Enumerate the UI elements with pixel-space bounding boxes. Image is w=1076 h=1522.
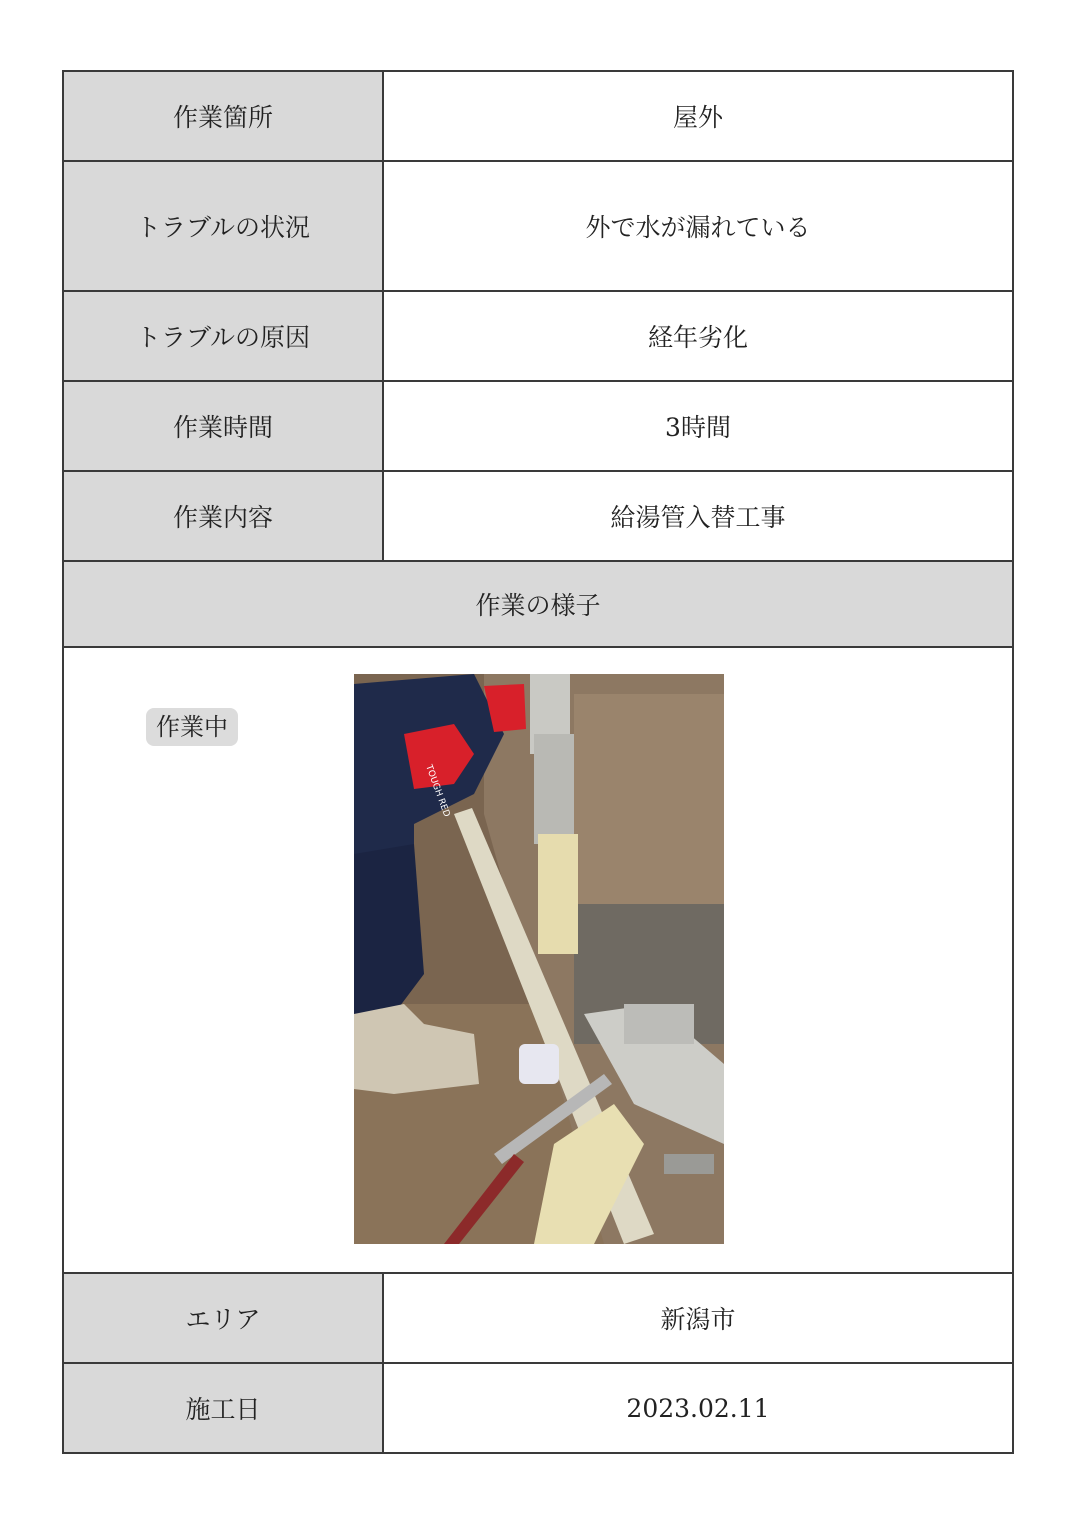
photo-tag: 作業中 [146,708,238,746]
row-photo [63,647,1013,1273]
row-section-title [63,561,1013,647]
report-table [62,70,1014,1454]
label-trouble-status: トラブルの状況 [63,161,383,291]
value-area: 新潟市 [383,1273,1013,1363]
value-trouble-cause: 経年劣化 [383,291,1013,381]
row-location [63,71,1013,161]
label-trouble-cause: トラブルの原因 [63,291,383,381]
value-trouble-status: 外で水が漏れている [383,161,1013,291]
work-photo [354,674,724,1244]
section-title: 作業の様子 [63,561,1013,647]
value-location: 屋外 [383,71,1013,161]
row-trouble-cause [63,291,1013,381]
work-photo-illustration [354,674,724,1244]
value-construction-date: 2023.02.11 [383,1363,1013,1453]
row-trouble-status [63,161,1013,291]
label-work-content: 作業内容 [63,471,383,561]
label-location: 作業箇所 [63,71,383,161]
label-area: エリア [63,1273,383,1363]
work-report-sheet [62,70,1014,1454]
glove-print: TOUGH RED [423,763,452,819]
row-area [63,1273,1013,1363]
row-construction-date [63,1363,1013,1453]
value-work-content: 給湯管入替工事 [383,471,1013,561]
label-work-time: 作業時間 [63,381,383,471]
label-construction-date: 施工日 [63,1363,383,1453]
photo-cell [63,647,1013,1273]
row-work-content [63,471,1013,561]
row-work-time [63,381,1013,471]
value-work-time: 3時間 [383,381,1013,471]
